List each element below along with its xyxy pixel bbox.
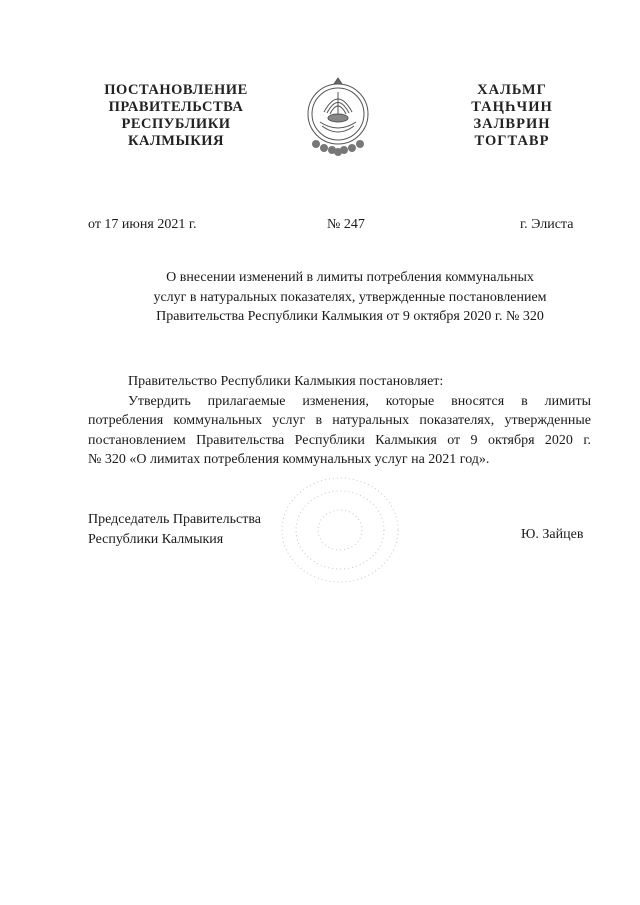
signer-position-line: Председатель Правительства: [88, 512, 261, 527]
title-line: услуг в натуральных показателях, утвержденные постановлением: [153, 289, 547, 305]
body-line: потребления коммунальных услуг в натуральных показателях, утвержденные: [88, 413, 591, 428]
header-left-line: КАЛМЫКИЯ: [128, 133, 224, 149]
header-left-title: [92, 82, 260, 150]
header-right-title: [452, 82, 572, 150]
header-right-line: ХАЛЬМГ: [477, 82, 547, 98]
header-left-line: ПОСТАНОВЛЕНИЕ: [104, 82, 248, 98]
document-body: [88, 372, 591, 470]
title-line: Правительства Республики Калмыкия от 9 октября 2020 г. № 320: [156, 309, 544, 324]
body-line: Утвердить прилагаемые изменения, которые вносятся в лимиты: [128, 393, 591, 409]
signer-name: Ю. Зайцев: [521, 527, 584, 542]
body-line: № 320 «О лимитах потребления коммунальных услуг на 2021 год».: [88, 452, 490, 467]
signer-position-line: Республики Калмыкия: [88, 531, 224, 547]
body-line: постановлением Правительства Республики Калмыкия от 9 октября 2020 г.: [88, 432, 591, 448]
document-title: [130, 268, 570, 327]
header-right-line: ТОГТАВР: [474, 133, 550, 149]
title-line: О внесении изменений в лимиты потребления коммунальных: [166, 270, 534, 285]
signer-position: [88, 510, 261, 549]
body-intro: Правительство Республики Калмыкия постановляет:: [128, 374, 444, 389]
header-right-line: ТАҢҺЧИН: [471, 99, 553, 115]
header-left-line: ПРАВИТЕЛЬСТВА: [108, 99, 244, 115]
document-city: г. Элиста: [520, 217, 574, 232]
header-right-line: ЗАЛВРИН: [473, 116, 551, 132]
header-left-line: РЕСПУБЛИКИ: [121, 116, 231, 132]
document-number: № 247: [327, 217, 365, 232]
document-date: от 17 июня 2021 г.: [88, 217, 197, 232]
faded-seal-stamp-icon: [268, 470, 408, 590]
kalmykia-coat-of-arms-icon: [300, 72, 376, 158]
